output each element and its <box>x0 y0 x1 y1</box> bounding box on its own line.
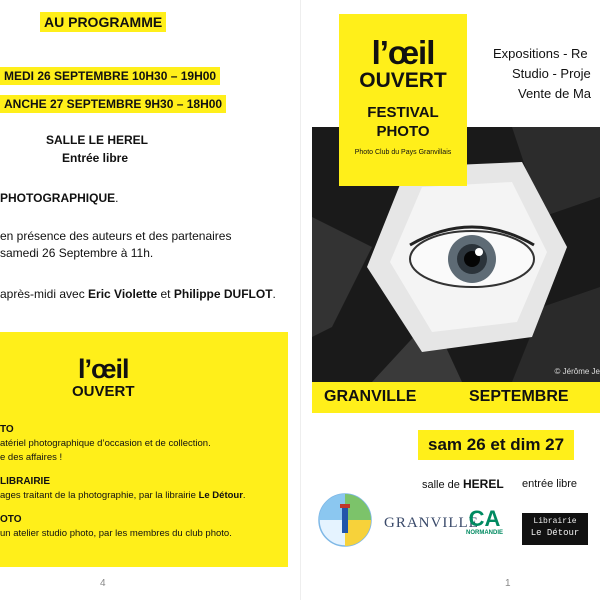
box-item-2-title: LIBRAIRIE <box>0 476 50 487</box>
program-title: AU PROGRAMME <box>40 12 166 32</box>
librairie-word: Librairie <box>533 517 577 526</box>
detour-word: Le Détour <box>530 528 580 538</box>
photo-credit: © Jérôme Je <box>554 367 600 376</box>
librairie-logo <box>522 513 588 545</box>
page-divider <box>300 0 301 600</box>
ca-mark: CA <box>468 506 501 531</box>
afternoon-mid: et <box>157 287 174 301</box>
box-item-3-title: OTO <box>0 514 22 525</box>
info-line-1: Expositions - Re <box>493 46 588 61</box>
dates-badge: sam 26 et dim 27 <box>418 430 574 460</box>
cover-logo-bottom: OUVERT <box>359 69 447 92</box>
box-logo <box>72 356 135 399</box>
box-item-2-prefix: ages traitant de la photographie, par la librairie <box>0 490 199 501</box>
box-item-1-line-2: e des affaires ! <box>0 452 63 463</box>
info-line-2: Studio - Proje <box>512 66 591 81</box>
ca-normandie: NORMANDIE <box>466 530 503 536</box>
box-item-1-line-1: atériel photographique d’occasion et de collection. <box>0 438 211 449</box>
box-item-2-end: . <box>242 490 246 501</box>
box-item-2-bold: Le Détour <box>198 490 243 501</box>
venue-entry: Entrée libre <box>62 151 129 165</box>
info-line-3: Vente de Ma <box>518 86 591 101</box>
person-1: Eric Violette <box>88 287 158 301</box>
granville-band <box>312 382 600 413</box>
program-date-2: ANCHE 27 SEPTEMBRE 9H30 – 18H00 <box>0 95 226 113</box>
box-item-3-line-1: un atelier studio photo, par les membres du club photo. <box>0 528 232 539</box>
left-page-number: 4 <box>100 578 106 589</box>
box-logo-top: l’œil <box>78 354 129 384</box>
salle-prefix: salle de <box>422 479 463 491</box>
presence-line-1: en présence des auteurs et des partenaires <box>0 229 232 243</box>
program-date-1: MEDI 26 SEPTEMBRE 10H30 – 19H00 <box>0 67 220 85</box>
cover-logo-box <box>339 14 467 186</box>
photographique-dot: . <box>115 191 119 205</box>
band-septembre: SEPTEMBRE <box>469 388 569 405</box>
program-box <box>0 332 288 567</box>
club-logo-icon <box>318 493 372 547</box>
afternoon-prefix: après-midi avec <box>0 287 89 301</box>
box-item-2-line-1 <box>0 490 246 501</box>
salle-line <box>422 477 504 491</box>
afternoon-line <box>0 287 276 301</box>
entree-libre: entrée libre <box>522 478 578 490</box>
box-logo-bottom: OUVERT <box>72 383 135 400</box>
credit-agricole-logo <box>466 508 503 536</box>
afternoon-end: . <box>272 287 276 301</box>
cover-logo-top: l’œil <box>371 34 435 71</box>
granville-logo: GRANVILLE <box>384 515 479 531</box>
presence-line-2: samedi 26 Septembre à 11h. <box>0 246 154 260</box>
photographique-word: PHOTOGRAPHIQUE <box>0 191 116 205</box>
venue-name: SALLE LE HEREL <box>46 133 149 147</box>
salle-bold: HEREL <box>462 477 504 491</box>
cover-festival: FESTIVAL <box>367 104 439 121</box>
cover-photo: PHOTO <box>376 123 430 140</box>
person-2: Philippe DUFLOT <box>173 287 273 301</box>
club-logo <box>318 493 372 552</box>
band-granville: GRANVILLE <box>324 388 417 405</box>
photographique-line <box>0 191 118 205</box>
box-item-1-title: TO <box>0 424 14 435</box>
right-page-number: 1 <box>505 578 511 589</box>
cover-club: Photo Club du Pays Granvillais <box>354 149 452 156</box>
